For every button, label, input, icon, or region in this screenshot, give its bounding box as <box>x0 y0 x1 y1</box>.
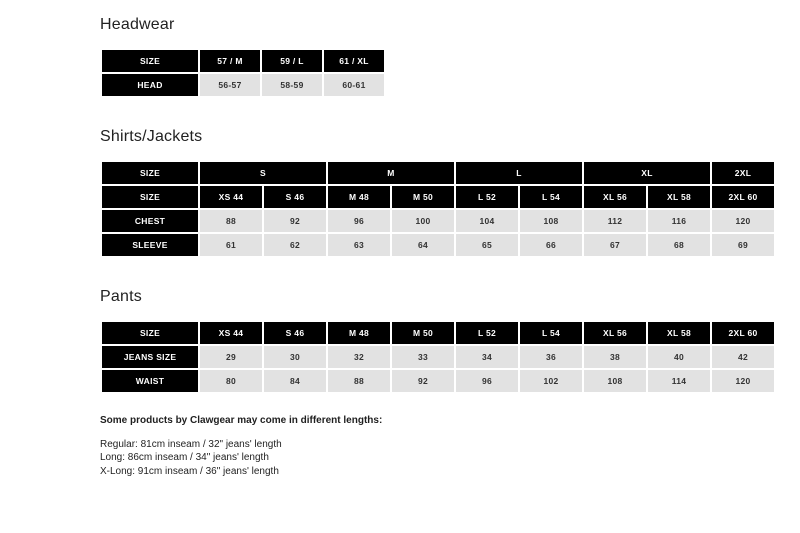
table-cell: 38 <box>584 346 646 368</box>
table-cell: 60-61 <box>324 74 384 96</box>
group-header-cell: XL <box>584 162 710 184</box>
table-cell: XS 44 <box>200 322 262 344</box>
table-row <box>102 50 384 72</box>
table-cell: XL 58 <box>648 322 710 344</box>
row-label: SIZE <box>102 50 198 72</box>
table-cell: 68 <box>648 234 710 256</box>
row-label: WAIST <box>102 370 198 392</box>
table-row <box>102 186 774 208</box>
table-cell: 96 <box>328 210 390 232</box>
table-cell: 56-57 <box>200 74 260 96</box>
table-cell: 102 <box>520 370 582 392</box>
table-cell: 30 <box>264 346 326 368</box>
table-cell: 108 <box>520 210 582 232</box>
section-shirts-jackets <box>100 128 800 258</box>
table-row <box>102 210 774 232</box>
table-cell: 61 <box>200 234 262 256</box>
table-cell: 114 <box>648 370 710 392</box>
row-label: HEAD <box>102 74 198 96</box>
table-cell: 92 <box>392 370 454 392</box>
section-title-headwear: Headwear <box>100 16 175 33</box>
table-cell: S 46 <box>264 322 326 344</box>
group-header-cell: S <box>200 162 326 184</box>
table-cell: 92 <box>264 210 326 232</box>
row-label: SIZE <box>102 186 198 208</box>
row-label: CHEST <box>102 210 198 232</box>
row-label: SIZE <box>102 322 198 344</box>
table-cell: 61 / XL <box>324 50 384 72</box>
table-row <box>102 370 774 392</box>
table-cell: L 52 <box>456 322 518 344</box>
table-cell: 88 <box>200 210 262 232</box>
row-label: JEANS SIZE <box>102 346 198 368</box>
note-line-xlong: X-Long: 91cm inseam / 36" jeans' length <box>100 465 279 477</box>
table-cell: 104 <box>456 210 518 232</box>
table-cell: 34 <box>456 346 518 368</box>
table-cell: 96 <box>456 370 518 392</box>
row-label: SIZE <box>102 162 198 184</box>
table-cell: 120 <box>712 210 774 232</box>
section-title-shirts-jackets: Shirts/Jackets <box>100 128 203 145</box>
table-cell: S 46 <box>264 186 326 208</box>
table-cell: 62 <box>264 234 326 256</box>
table-cell: L 52 <box>456 186 518 208</box>
table-cell: 2XL 60 <box>712 186 774 208</box>
table-cell: 36 <box>520 346 582 368</box>
length-notes <box>100 416 800 477</box>
table-cell: M 48 <box>328 322 390 344</box>
table-cell: M 48 <box>328 186 390 208</box>
table-cell: XS 44 <box>200 186 262 208</box>
table-row-group-header <box>102 162 774 184</box>
pants-size-table <box>100 320 776 394</box>
table-cell: L 54 <box>520 186 582 208</box>
table-cell: 59 / L <box>262 50 322 72</box>
table-cell: 120 <box>712 370 774 392</box>
table-cell: 64 <box>392 234 454 256</box>
table-row <box>102 322 774 344</box>
table-cell: 40 <box>648 346 710 368</box>
table-cell: M 50 <box>392 186 454 208</box>
table-row <box>102 234 774 256</box>
table-cell: 80 <box>200 370 262 392</box>
table-cell: 116 <box>648 210 710 232</box>
section-headwear <box>100 16 800 98</box>
row-label: SLEEVE <box>102 234 198 256</box>
table-cell: 29 <box>200 346 262 368</box>
table-cell: 100 <box>392 210 454 232</box>
table-cell: 33 <box>392 346 454 368</box>
table-cell: 88 <box>328 370 390 392</box>
group-header-cell: M <box>328 162 454 184</box>
shirts-size-table <box>100 160 776 258</box>
table-row <box>102 74 384 96</box>
table-cell: 32 <box>328 346 390 368</box>
headwear-size-table <box>100 48 386 98</box>
table-cell: 65 <box>456 234 518 256</box>
table-cell: 69 <box>712 234 774 256</box>
notes-lead: Some products by Clawgear may come in different lengths: <box>100 415 383 426</box>
table-cell: L 54 <box>520 322 582 344</box>
section-pants <box>100 288 800 394</box>
table-cell: 58-59 <box>262 74 322 96</box>
table-cell: 84 <box>264 370 326 392</box>
table-cell: XL 56 <box>584 186 646 208</box>
table-row <box>102 346 774 368</box>
table-cell: XL 58 <box>648 186 710 208</box>
table-cell: 2XL 60 <box>712 322 774 344</box>
section-title-pants: Pants <box>100 288 142 305</box>
group-header-cell: 2XL <box>712 162 774 184</box>
group-header-cell: L <box>456 162 582 184</box>
table-cell: 67 <box>584 234 646 256</box>
note-line-long: Long: 86cm inseam / 34" jeans' length <box>100 452 269 463</box>
table-cell: 57 / M <box>200 50 260 72</box>
table-cell: 112 <box>584 210 646 232</box>
table-cell: 42 <box>712 346 774 368</box>
table-cell: M 50 <box>392 322 454 344</box>
note-line-regular: Regular: 81cm inseam / 32" jeans' length <box>100 438 282 450</box>
table-cell: 66 <box>520 234 582 256</box>
table-cell: 63 <box>328 234 390 256</box>
table-cell: 108 <box>584 370 646 392</box>
table-cell: XL 56 <box>584 322 646 344</box>
